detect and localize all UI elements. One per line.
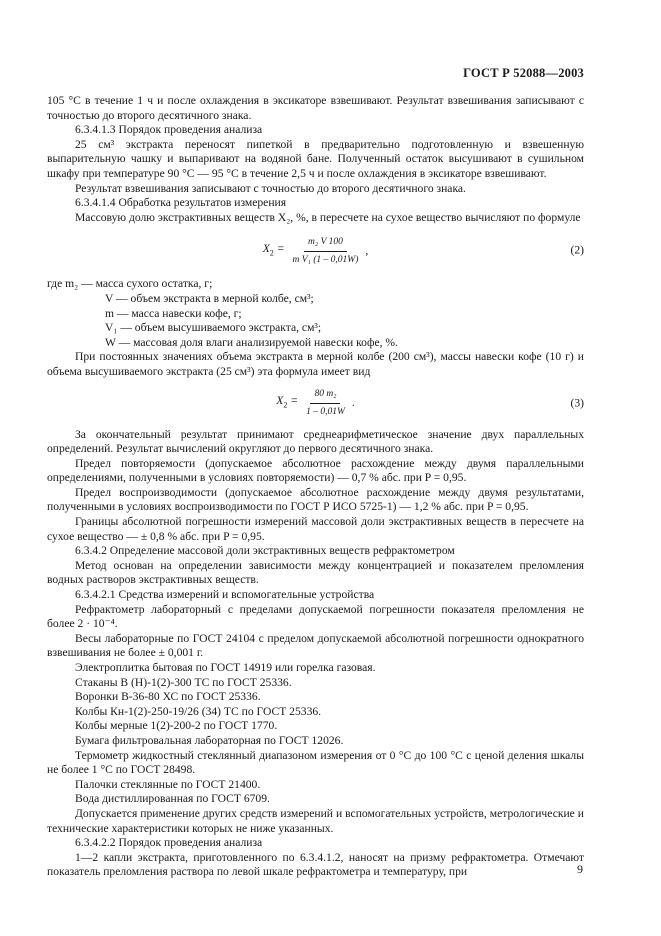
formula-numerator: 80 m₂ [310, 387, 340, 404]
paragraph: Результат взвешивания записывают с точностью до второго десятичного знака. [75, 181, 466, 195]
list-item: Вода дистиллированная по ГОСТ 6709. [75, 792, 270, 806]
formula-denominator: 1 – 0,01W [306, 407, 345, 417]
list-item: Бумага фильтровальная лабораторная по ГОСТ 12026. [75, 733, 344, 747]
paragraph: За окончательный результат принимают среднеарифметическое значение двух параллельных определений. Результат вычислений округляют до первого десятичного знака. [47, 427, 584, 456]
list-item: Электроплитка бытовая по ГОСТ 14919 или горелка газовая. [75, 661, 376, 674]
definition-item: m — масса навески кофе, г; [105, 306, 242, 320]
paragraph: Термометр жидкостный стеклянный диапазоном измерения от 0 °С до 100 °С с ценой деления шкалы не более 1 °С по ГОСТ 28498. [47, 748, 584, 777]
formula-2: $X_2$ = $\frac{\text{m₂ V 100}}{\text{m V₁ (1 – 0,01W)}}$ , (2) [47, 229, 584, 273]
paragraph: При постоянных значениях объема экстракта в мерной колбе (200 см³), массы навески кофе (10 г) и объема высушиваемого экстракта (25 см³) эта формула имеет вид [47, 350, 584, 378]
section-heading: 6.3.4.2.2 Порядок проведения анализа [75, 836, 263, 850]
formula-number: (2) [570, 244, 584, 258]
list-item: Колбы мерные 1(2)-200-2 по ГОСТ 1770. [75, 719, 278, 733]
paragraph: 25 см³ экстракта переносят пипеткой в предварительно подготовленную и взвешенную выпарительную чашку и выпаривают на водяной бане. Полученный остаток высушивают в сушильном шкафу при температуре 90 °С — 95 °С в течение 2,5 ч и после охлаждения в эксикаторе взвешивают. [47, 137, 584, 180]
formula-3: $X_2$ = $\frac{\text{80 m₂}}{1 - 0,01W}$ . (3) [47, 384, 584, 424]
paragraph: Весы лабораторные по ГОСТ 24104 с пределом допускаемой абсолютной погрешности однократного взвешивания не более ± 0,001 г. [47, 631, 584, 660]
section-heading: 6.3.4.2.1 Средства измерений и вспомогательные устройства [75, 588, 375, 602]
definition-item: V — объем экстракта в мерной колбе, см³; [105, 291, 314, 305]
list-item: Колбы Кн-1(2)-250-19/26 (34) ТС по ГОСТ 25336. [75, 704, 322, 718]
list-item: Воронки В-36-80 ХС по ГОСТ 25336. [75, 690, 261, 704]
paragraph: Предел повторяемости (допускаемое абсолютное расхождение между двумя параллельными определениями, полученными в условиях повторяемости) — 0,7 % абс. при P = 0,95. [47, 456, 584, 485]
section-heading: 6.3.4.2 Определение массовой доли экстрактивных веществ рефрактометром [75, 544, 455, 558]
paragraph: 1—2 капли экстракта, приготовленного по 6.3.4.1.2, наносят на призму рефрактометра. Отмечают показатель преломления раствора по левой шкале рефрактометра и температуру, при [47, 850, 584, 879]
paragraph: 105 °С в течение 1 ч и после охлаждения в эксикаторе взвешивают. Результат взвешивания записывают с точностью до второго десятичного знака. [47, 94, 584, 122]
definition-item: где m₂ — масса сухого остатка, г; [47, 277, 213, 291]
formula-lhs: $X_2$ = [276, 394, 299, 410]
paragraph: Рефрактометр лабораторный с пределами допускаемой погрешности показателя преломления не более 2 · 10⁻⁴. [47, 602, 584, 631]
formula-numerator: m₂ V 100 [304, 235, 347, 252]
list-item: Палочки стеклянные по ГОСТ 21400. [75, 777, 261, 791]
formula-lhs: $X_2$ = [262, 241, 285, 258]
paragraph: Предел воспроизводимости (допускаемое абсолютное расхождение между двумя результатами, полученными в условиях воспроизводимости по ГОСТ Р ИСО 5725-1) — 1,2 % абс. при P = 0,95. [47, 485, 584, 514]
page-number: 9 [577, 862, 583, 876]
paragraph: Границы абсолютной погрешности измерений массовой доли экстрактивных веществ в пересчете на сухое вещество — ± 0,8 % абс. при P = 0,95. [47, 515, 584, 543]
section-heading: 6.3.4.1.3 Порядок проведения анализа [75, 123, 263, 137]
list-item: Стаканы В (Н)-1(2)-300 ТС по ГОСТ 25336. [75, 675, 292, 689]
formula-fraction [289, 235, 363, 267]
paragraph: Массовую долю экстрактивных веществ X₂, %, в пересчете на сухое вещество вычисляют по формуле [75, 210, 581, 224]
definition-item: V₁ — объем высушиваемого экстракта, см³; [105, 321, 322, 335]
formula-denominator: m V₁ (1 – 0,01W) [292, 254, 359, 265]
definition-item: W — массовая доля влаги анализируемой навески кофе, %. [105, 335, 398, 349]
formula-number: (3) [570, 396, 584, 410]
document-header: ГОСТ Р 52088—2003 [463, 66, 584, 80]
section-heading: 6.3.4.1.4 Обработка результатов измерения [75, 196, 287, 210]
paragraph: Допускается применение других средств измерений и вспомогательных устройств, метрологические и технические характеристики которых не ниже указанных. [47, 806, 584, 835]
paragraph: Метод основан на определении зависимости между концентрацией и показателем преломления водных растворов экстрактивных веществ. [47, 558, 584, 587]
document-body [47, 94, 584, 880]
formula-fraction [302, 387, 349, 419]
variable-definitions [47, 277, 584, 350]
